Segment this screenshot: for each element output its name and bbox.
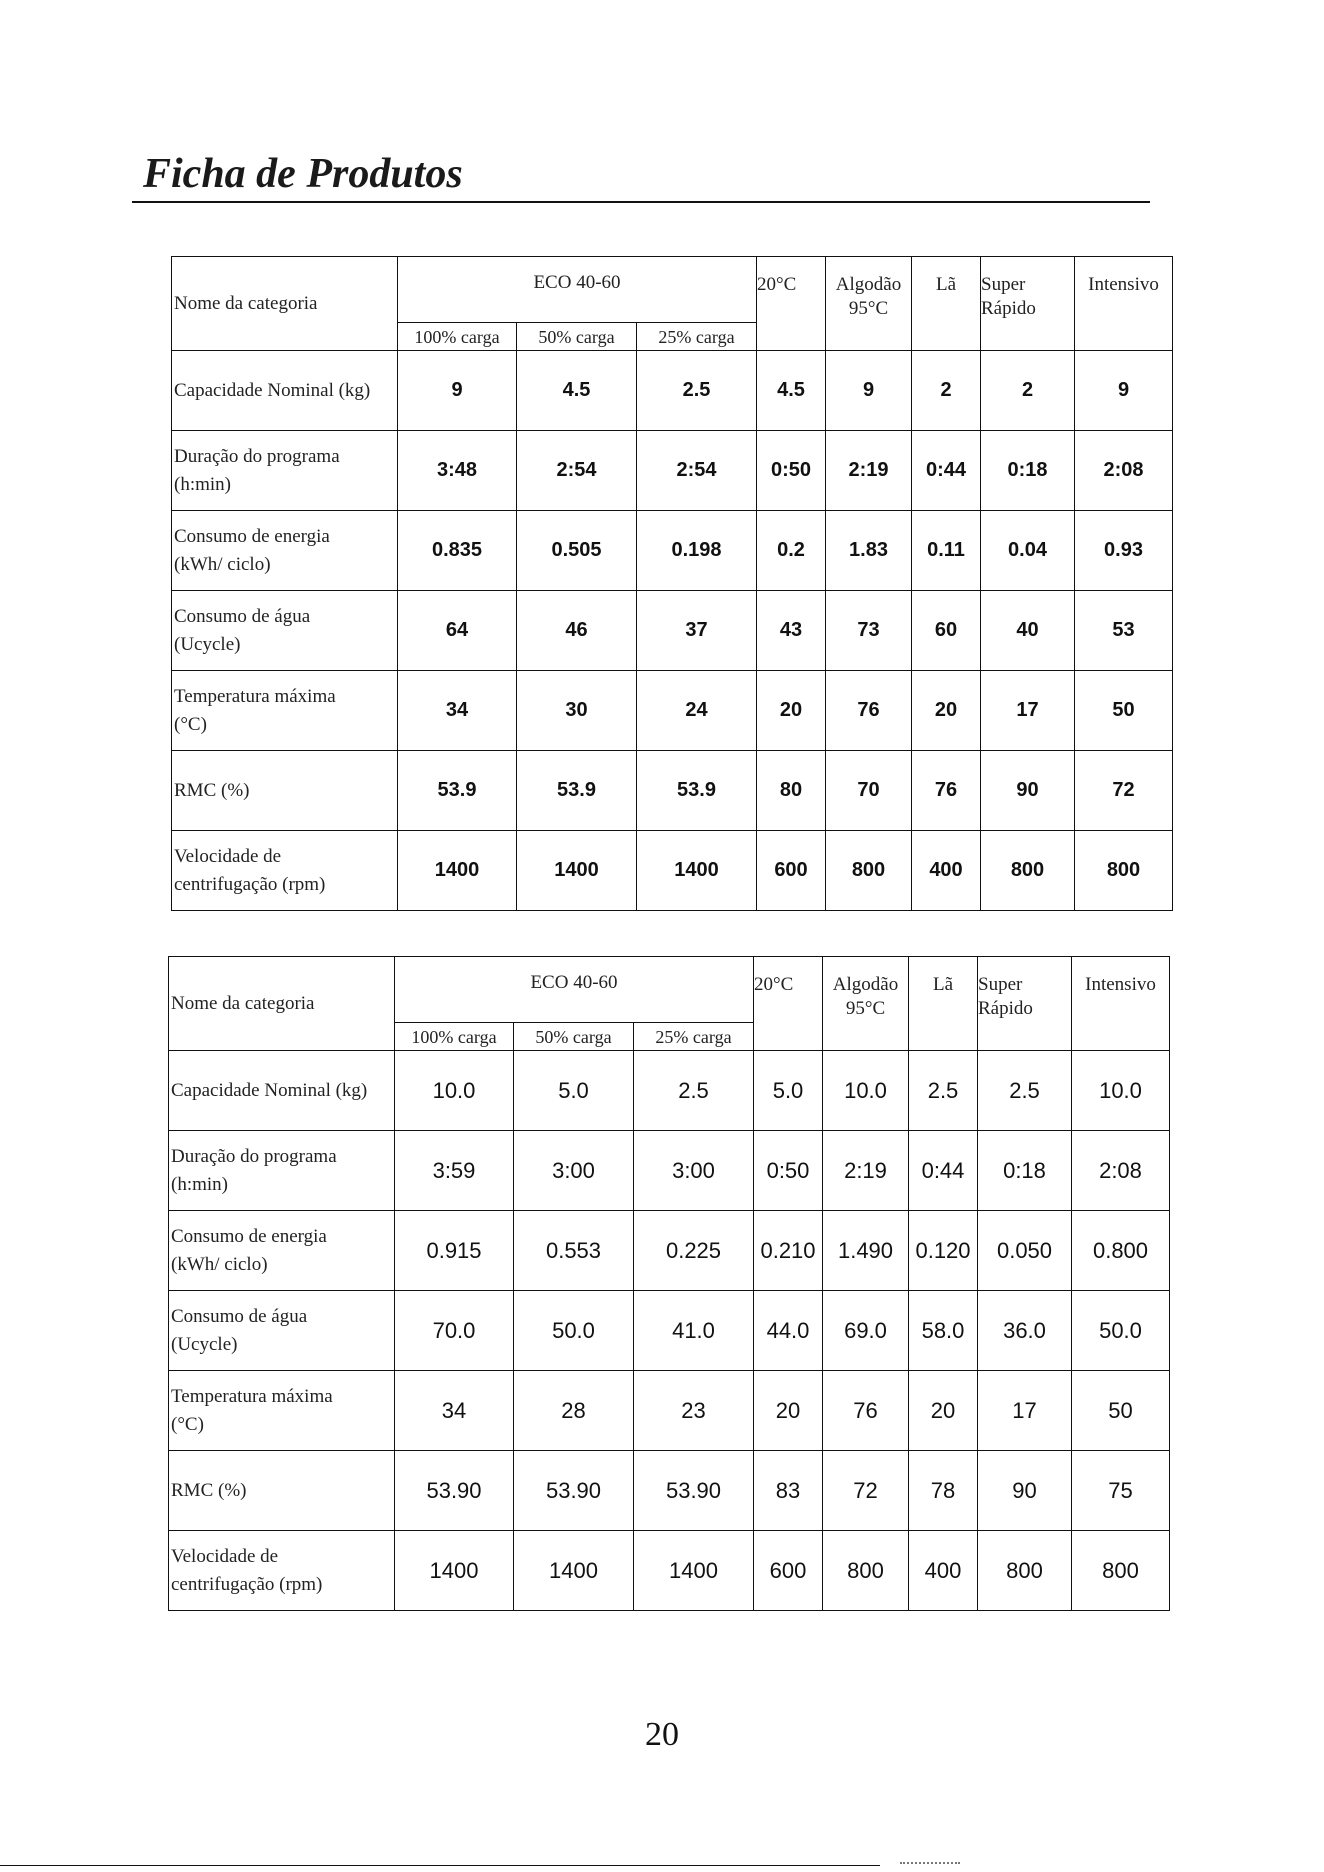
table-cell: 2.5	[637, 351, 757, 431]
table-cell: 0:18	[981, 431, 1075, 511]
header-load-0: 100% carga	[398, 323, 517, 351]
table-cell: 72	[823, 1451, 909, 1531]
header-eco-40-60: ECO 40-60	[395, 957, 754, 1023]
table-row	[169, 1131, 1170, 1211]
table-cell: 46	[517, 591, 637, 671]
table-row	[172, 831, 1173, 911]
table-cell: 53.90	[514, 1451, 634, 1531]
row-label: Consumo de água (Ucycle)	[169, 1291, 395, 1371]
table-cell: 78	[909, 1451, 978, 1531]
table-cell: 73	[826, 591, 912, 671]
table-cell: 800	[1072, 1531, 1170, 1611]
table-cell: 0.210	[754, 1211, 823, 1291]
row-label: Capacidade Nominal (kg)	[172, 351, 398, 431]
table-cell: 53.9	[398, 751, 517, 831]
table-cell: 10.0	[1072, 1051, 1170, 1131]
header-program-super-rapido: Super Rápido	[978, 957, 1072, 1051]
table-cell: 83	[754, 1451, 823, 1531]
table-cell: 20	[754, 1371, 823, 1451]
table-cell: 2	[981, 351, 1075, 431]
table-cell: 1.83	[826, 511, 912, 591]
table-cell: 20	[912, 671, 981, 751]
table-row	[169, 1051, 1170, 1131]
table-cell: 0.505	[517, 511, 637, 591]
row-label: Duração do programa (h:min)	[169, 1131, 395, 1211]
table-cell: 9	[1075, 351, 1173, 431]
table-cell: 0.835	[398, 511, 517, 591]
table-cell: 0.11	[912, 511, 981, 591]
header-eco-40-60: ECO 40-60	[398, 257, 757, 323]
table-cell: 80	[757, 751, 826, 831]
table-cell: 10.0	[395, 1051, 514, 1131]
header-program-algodao: Algodão 95°C	[823, 957, 909, 1051]
table-cell: 9	[826, 351, 912, 431]
table-cell: 2.5	[978, 1051, 1072, 1131]
footer-divider	[0, 1865, 880, 1866]
table-cell: 58.0	[909, 1291, 978, 1371]
table-cell: 800	[978, 1531, 1072, 1611]
table-cell: 20	[757, 671, 826, 751]
table-cell: 44.0	[754, 1291, 823, 1371]
table-cell: 3:48	[398, 431, 517, 511]
header-program-intensivo: Intensivo	[1075, 257, 1173, 351]
table-cell: 76	[912, 751, 981, 831]
table-cell: 20	[909, 1371, 978, 1451]
table-row	[172, 511, 1173, 591]
table-cell: 41.0	[634, 1291, 754, 1371]
table-cell: 23	[634, 1371, 754, 1451]
table-cell: 17	[978, 1371, 1072, 1451]
table-cell: 600	[754, 1531, 823, 1611]
header-load-2: 25% carga	[634, 1023, 754, 1051]
page-title: Ficha de Produtos	[143, 151, 463, 197]
table-row	[172, 351, 1173, 431]
row-label: Consumo de energia (kWh/ ciclo)	[172, 511, 398, 591]
table-cell: 69.0	[823, 1291, 909, 1371]
table-cell: 43	[757, 591, 826, 671]
header-program-20c: 20°C	[757, 257, 826, 351]
table-cell: 36.0	[978, 1291, 1072, 1371]
table-cell: 3:59	[395, 1131, 514, 1211]
header-category: Nome da categoria	[169, 957, 395, 1051]
table-cell: 4.5	[757, 351, 826, 431]
table-cell: 50	[1072, 1371, 1170, 1451]
table-row	[172, 431, 1173, 511]
header-load-2: 25% carga	[637, 323, 757, 351]
table-cell: 1400	[398, 831, 517, 911]
row-label: RMC (%)	[169, 1451, 395, 1531]
table-cell: 53.90	[395, 1451, 514, 1531]
table-cell: 60	[912, 591, 981, 671]
table-cell: 37	[637, 591, 757, 671]
table-cell: 64	[398, 591, 517, 671]
header-program-la: Lã	[909, 957, 978, 1051]
table-cell: 5.0	[514, 1051, 634, 1131]
table-cell: 0.2	[757, 511, 826, 591]
table-cell: 53.9	[517, 751, 637, 831]
table-cell: 2:54	[517, 431, 637, 511]
table-cell: 800	[823, 1531, 909, 1611]
table-cell: 76	[823, 1371, 909, 1451]
table-cell: 0.225	[634, 1211, 754, 1291]
table-cell: 600	[757, 831, 826, 911]
table-cell: 1400	[637, 831, 757, 911]
row-label: Temperatura máxima (°C)	[169, 1371, 395, 1451]
table-cell: 90	[981, 751, 1075, 831]
table-cell: 4.5	[517, 351, 637, 431]
table-cell: 1400	[634, 1531, 754, 1611]
table-row	[169, 1291, 1170, 1371]
table-cell: 2.5	[634, 1051, 754, 1131]
row-label: Consumo de água (Ucycle)	[172, 591, 398, 671]
row-label: RMC (%)	[172, 751, 398, 831]
table-cell: 1400	[514, 1531, 634, 1611]
table-cell: 24	[637, 671, 757, 751]
table-cell: 30	[517, 671, 637, 751]
table-cell: 1.490	[823, 1211, 909, 1291]
product-table-1	[171, 256, 1173, 911]
table-cell: 75	[1072, 1451, 1170, 1531]
table-cell: 800	[981, 831, 1075, 911]
table-cell: 1400	[517, 831, 637, 911]
table-cell: 400	[909, 1531, 978, 1611]
table-cell: 0:50	[757, 431, 826, 511]
table-cell: 800	[826, 831, 912, 911]
table-cell: 0.93	[1075, 511, 1173, 591]
header-load-1: 50% carga	[514, 1023, 634, 1051]
title-divider	[132, 201, 1150, 203]
header-load-1: 50% carga	[517, 323, 637, 351]
table-cell: 2:08	[1072, 1131, 1170, 1211]
table-row	[172, 751, 1173, 831]
row-label: Velocidade de centrifugação (rpm)	[169, 1531, 395, 1611]
table-cell: 2:08	[1075, 431, 1173, 511]
table-cell: 72	[1075, 751, 1173, 831]
table-row	[169, 1531, 1170, 1611]
table-cell: 50	[1075, 671, 1173, 751]
table-cell: 0.800	[1072, 1211, 1170, 1291]
table-cell: 0.915	[395, 1211, 514, 1291]
table-cell: 0:18	[978, 1131, 1072, 1211]
header-program-algodao: Algodão 95°C	[826, 257, 912, 351]
table-row	[169, 1371, 1170, 1451]
table-cell: 50.0	[1072, 1291, 1170, 1371]
table-row	[172, 591, 1173, 671]
header-program-20c: 20°C	[754, 957, 823, 1051]
header-program-super-rapido: Super Rápido	[981, 257, 1075, 351]
table-cell: 0.553	[514, 1211, 634, 1291]
table-cell: 50.0	[514, 1291, 634, 1371]
row-label: Velocidade de centrifugação (rpm)	[172, 831, 398, 911]
row-label: Capacidade Nominal (kg)	[169, 1051, 395, 1131]
header-program-intensivo: Intensivo	[1072, 957, 1170, 1051]
table-cell: 34	[398, 671, 517, 751]
table-cell: 2:19	[826, 431, 912, 511]
table-cell: 28	[514, 1371, 634, 1451]
page-number: 20	[645, 1716, 679, 1753]
header-program-la: Lã	[912, 257, 981, 351]
table-cell: 34	[395, 1371, 514, 1451]
table-cell: 0.120	[909, 1211, 978, 1291]
table-cell: 53	[1075, 591, 1173, 671]
table-cell: 40	[981, 591, 1075, 671]
row-label: Consumo de energia (kWh/ ciclo)	[169, 1211, 395, 1291]
table-cell: 2:54	[637, 431, 757, 511]
table-cell: 2	[912, 351, 981, 431]
table-cell: 53.90	[634, 1451, 754, 1531]
table-cell: 2.5	[909, 1051, 978, 1131]
table-row	[169, 1211, 1170, 1291]
row-label: Duração do programa (h:min)	[172, 431, 398, 511]
table-cell: 0:44	[912, 431, 981, 511]
row-label: Temperatura máxima (°C)	[172, 671, 398, 751]
table-cell: 90	[978, 1451, 1072, 1531]
table-cell: 400	[912, 831, 981, 911]
table-cell: 0:44	[909, 1131, 978, 1211]
table-cell: 0:50	[754, 1131, 823, 1211]
table-cell: 0.04	[981, 511, 1075, 591]
table-cell: 0.050	[978, 1211, 1072, 1291]
table-cell: 1400	[395, 1531, 514, 1611]
table-cell: 3:00	[634, 1131, 754, 1211]
table-cell: 800	[1075, 831, 1173, 911]
table-cell: 76	[826, 671, 912, 751]
table-cell: 9	[398, 351, 517, 431]
footer-mark	[900, 1862, 960, 1864]
table-cell: 2:19	[823, 1131, 909, 1211]
table-row	[169, 1451, 1170, 1531]
table-cell: 5.0	[754, 1051, 823, 1131]
table-cell: 53.9	[637, 751, 757, 831]
table-cell: 17	[981, 671, 1075, 751]
table-cell: 3:00	[514, 1131, 634, 1211]
table-row	[172, 671, 1173, 751]
header-load-0: 100% carga	[395, 1023, 514, 1051]
table-cell: 0.198	[637, 511, 757, 591]
table-cell: 70.0	[395, 1291, 514, 1371]
product-table-2	[168, 956, 1170, 1611]
table-cell: 70	[826, 751, 912, 831]
table-cell: 10.0	[823, 1051, 909, 1131]
header-category: Nome da categoria	[172, 257, 398, 351]
